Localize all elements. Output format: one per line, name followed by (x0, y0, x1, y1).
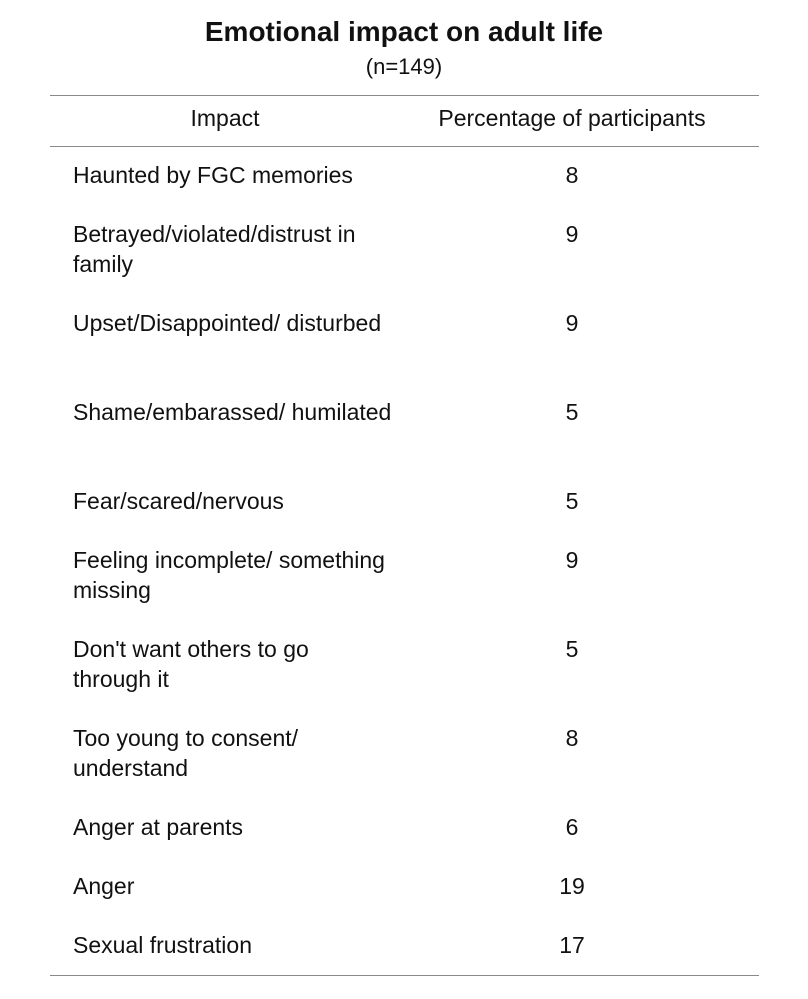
table-bottom-rule (50, 975, 759, 976)
table-row-percentage: 8 (565, 162, 579, 188)
table-subtitle: (n=149) (365, 54, 443, 79)
table-row-percentage: 5 (565, 488, 579, 514)
table-row-impact: Sexual frustration (73, 932, 252, 958)
table-row-percentage: 6 (565, 814, 579, 840)
table-row-impact: Don't want others to go through it (73, 636, 309, 692)
table-row-impact: Fear/scared/nervous (73, 488, 284, 514)
column-header-percentage: Percentage of participants (438, 105, 706, 131)
table-row-impact: Anger (73, 873, 135, 899)
table-row-percentage: 8 (565, 725, 579, 751)
table-title: Emotional impact on adult life (204, 16, 604, 47)
table-row-percentage: 5 (565, 636, 579, 662)
table-row-impact: Feeling incomplete/ something missing (73, 547, 385, 603)
table-row-percentage: 9 (565, 310, 579, 336)
table-row-impact: Haunted by FGC memories (73, 162, 353, 188)
table-row-percentage: 5 (565, 399, 579, 425)
column-header-impact: Impact (190, 105, 260, 131)
table-row-percentage: 9 (565, 547, 579, 573)
table-row-impact: Anger at parents (73, 814, 244, 840)
table-row-impact: Upset/Disappointed/ disturbed (73, 310, 382, 336)
table-row-impact: Shame/embarassed/ humilated (73, 399, 392, 425)
table-row-percentage: 17 (559, 932, 585, 958)
table-row-impact: Betrayed/violated/distrust in family (73, 221, 356, 277)
table-row-impact: Too young to consent/ understand (73, 725, 299, 781)
table-row-percentage: 19 (559, 873, 585, 899)
table-row-percentage: 9 (565, 221, 579, 247)
